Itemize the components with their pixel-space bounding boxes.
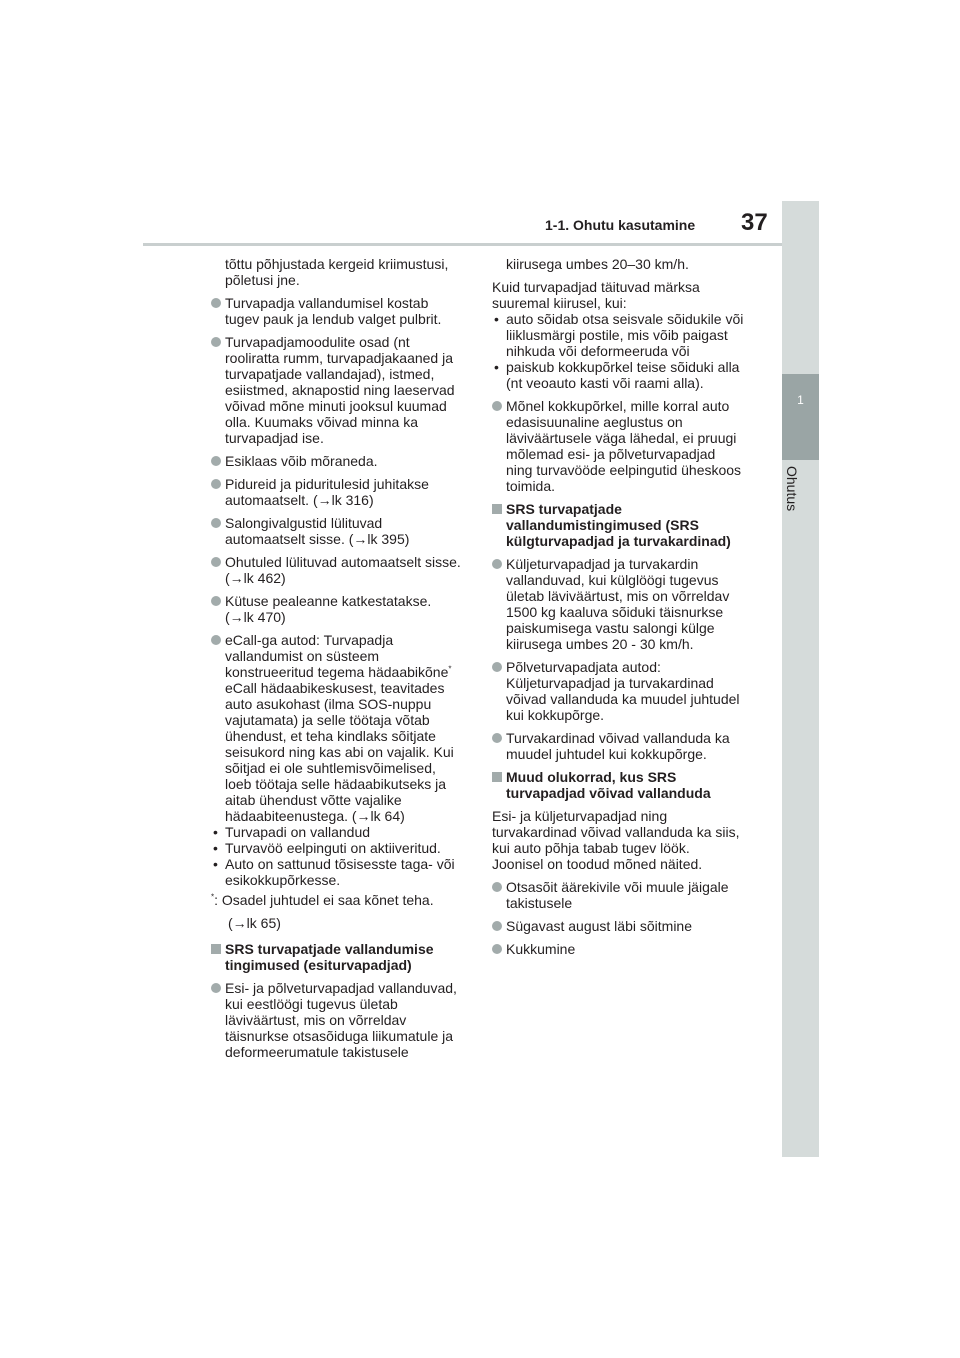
- text-line: esiistmed, aknapostid ning laeservad: [225, 382, 455, 398]
- text-line: liiklusmärgi postile, mis võib paigast: [506, 327, 728, 343]
- text-line: rooliratta rumm, turvapadjakaaned ja: [225, 350, 454, 366]
- intro-paragraph: [492, 279, 760, 311]
- bullet-item: [492, 941, 760, 957]
- footnote-mark: *: [448, 664, 452, 674]
- text-line: automaatselt. (→lk 316): [225, 492, 374, 508]
- footnote-mark: *: [211, 892, 215, 902]
- chapter-tab-marker: [782, 374, 819, 460]
- chapter-name: Ohutus: [784, 466, 800, 512]
- sub-bullet-item: [211, 824, 473, 840]
- heading-line: turvapadjad võivad vallanduda: [506, 785, 711, 801]
- text-line: võivad mõne minuti jooksul kuumad: [225, 398, 447, 414]
- bullet-glyph-icon: •: [494, 311, 499, 327]
- ecall-description: [225, 680, 454, 824]
- text-line: edasisuunaline aeglustus on: [506, 414, 683, 430]
- bullet-dot-icon: [211, 983, 221, 993]
- text-line: sõitjad ei ole suhtlemisvõimelised,: [225, 760, 436, 776]
- text-line: vallandumist on süsteem: [225, 648, 380, 664]
- text-line: mõlemad esi- ja põlveturvapadjad: [506, 446, 716, 462]
- section-heading-side: [492, 501, 760, 549]
- bullet-item: [492, 659, 760, 723]
- bullet-dot-icon: [211, 479, 221, 489]
- text-line: deformeerumatule takistusele: [225, 1044, 409, 1060]
- heading-line: SRS turvapatjade vallandumise: [225, 941, 434, 957]
- text-line: kui eestlöögi tugevus ületab: [225, 996, 398, 1012]
- text-line: 1500 kg kaaluva sõiduki täisnurkse: [506, 604, 724, 620]
- text-line: Kukkumine: [506, 941, 576, 957]
- bullet-dot-icon: [211, 557, 221, 567]
- footnote-ref: (→lk 65): [228, 915, 281, 931]
- text-line: Mõnel kokkupõrkel, mille korral auto: [506, 398, 730, 414]
- bullet-dot-icon: [211, 518, 221, 528]
- heading-line: vallandumistingimused (SRS: [506, 517, 699, 533]
- bullet-glyph-icon: •: [213, 840, 218, 856]
- text-line: toimida.: [506, 478, 556, 494]
- chapter-number: 1: [797, 393, 804, 407]
- square-bullet-icon: [492, 504, 502, 514]
- text-line: kiirusega umbes 20 - 30 km/h.: [506, 636, 694, 652]
- text-line: auto asukohast (ilma SOS-nuppu: [225, 696, 432, 712]
- text-line: vallanduvad, kui külglöögi tugevus: [506, 572, 719, 588]
- text-line: automaatselt sisse. (→lk 395): [225, 531, 410, 547]
- text-line: muudel juhtudel kui kokkupõrge.: [506, 746, 707, 762]
- text-line: hädaabiteenustega. (→lk 64): [225, 808, 405, 824]
- text-line: esikokkupõrkesse.: [225, 872, 341, 888]
- text-line: suuremal kiirusel, kui:: [492, 295, 627, 311]
- text-line: Küljeturvapadjad ja turvakardinad: [506, 675, 714, 691]
- bullet-item: [211, 515, 473, 547]
- bullet-glyph-icon: •: [494, 359, 499, 375]
- sub-bullet-list: [492, 311, 760, 391]
- text-line: loeb töötaja selle hädaabikutseks ja: [225, 776, 447, 792]
- text-line: eCall hädaabikeskusest, teavitades: [225, 680, 445, 696]
- text-line: (→lk 462): [225, 570, 286, 586]
- text-line: turvapatjade vallandajad), istmed,: [225, 366, 435, 382]
- text-line: Otsasõit äärekivile või muule jäigale: [506, 879, 729, 895]
- text-line: ühendust, et teha kindlaks sõitjate: [225, 728, 436, 744]
- bullet-item: [492, 879, 760, 911]
- heading-line: SRS turvapatjade: [506, 501, 622, 517]
- bullet-item: [211, 295, 473, 327]
- bullet-dot-icon: [492, 944, 502, 954]
- text-line: Esi- ja põlveturvapadjad vallanduvad,: [225, 980, 457, 996]
- footnote-text: : Osadel juhtudel ei saa kõnet teha.: [214, 892, 434, 908]
- header-rule: [143, 243, 783, 246]
- bullet-item: [211, 453, 473, 469]
- sub-bullet-item: [211, 840, 473, 856]
- bullet-item-ecall: [211, 632, 473, 824]
- bullet-list-other: [492, 879, 760, 957]
- text-line: Turvakardinad võivad vallanduda ka: [506, 730, 730, 746]
- text-line: Kütuse pealeanne katkestatakse.: [225, 593, 432, 609]
- text-line: olla. Kuumaks võivad minna ka: [225, 414, 418, 430]
- text-line: paiskumisega vastu salongi külge: [506, 620, 715, 636]
- sub-bullet-item: [211, 856, 473, 888]
- footnote: [211, 892, 473, 908]
- bullet-dot-icon: [211, 456, 221, 466]
- text-line: Ohutuled lülituvad automaatselt sisse.: [225, 554, 461, 570]
- square-bullet-icon: [211, 944, 221, 954]
- bullet-dot-icon: [492, 401, 502, 411]
- bullet-item: [211, 980, 473, 1060]
- text-line: Esi- ja küljeturvapadjad ning: [492, 808, 668, 824]
- text-line: Põlveturvapadjata autod:: [506, 659, 661, 675]
- square-bullet-icon: [492, 772, 502, 782]
- section-title: 1-1. Ohutu kasutamine: [545, 217, 696, 233]
- text-line: ning turvavööde eelpingutid üheskoos: [506, 462, 742, 478]
- continuation-paragraph: [211, 256, 473, 288]
- bullet-dot-icon: [492, 882, 502, 892]
- bullet-dot-icon: [492, 921, 502, 931]
- section-heading-other: [492, 769, 760, 801]
- bullet-dot-icon: [211, 337, 221, 347]
- bullet-list-front: [211, 980, 473, 1060]
- text-line: Pidureid ja piduritulesid juhitakse: [225, 476, 429, 492]
- left-column: [211, 256, 473, 1067]
- text-line: täisnurkse otsasõiduga liikumatule ja: [225, 1028, 454, 1044]
- text-line: põletusi jne.: [225, 272, 300, 288]
- bullet-dot-icon: [492, 733, 502, 743]
- page-number: 37: [741, 209, 768, 236]
- text-line: Turvapadja vallandumisel kostab: [225, 295, 429, 311]
- heading-line: Muud olukorrad, kus SRS: [506, 769, 677, 785]
- text-line: läviväärtust, mis on võrreldav: [225, 1012, 407, 1028]
- heading-line: tingimused (esiturvapadjad): [225, 957, 412, 973]
- bullet-item: [211, 334, 473, 446]
- text-line: auto sõidab otsa seisvale sõidukile või: [506, 311, 744, 327]
- bullet-item: [492, 398, 760, 494]
- text-line: turvakardinad võivad vallanduda ka siis,: [492, 824, 740, 840]
- bullet-dot-icon: [211, 298, 221, 308]
- sub-bullet-item: [492, 311, 760, 359]
- consequence-list: [211, 295, 473, 625]
- text-line: võivad vallanduda ka muudel juhtudel: [506, 691, 740, 707]
- text-line: konstrueeritud tegema hädaabikõne: [225, 664, 449, 680]
- text-line: turvapadjad ise.: [225, 430, 324, 446]
- text-line: tugev pauk ja lendub valget pulbrit.: [225, 311, 442, 327]
- text-line: Turvapadjamoodulite osad (nt: [225, 334, 410, 350]
- bullet-item: [492, 556, 760, 652]
- heading-line: külgturvapadjad ja turvakardinad): [506, 533, 731, 549]
- side-tab: [782, 201, 819, 1157]
- text-line: kui auto põhja tabab tugev löök.: [492, 840, 690, 856]
- bullet-item: [211, 593, 473, 625]
- text-line: ületab läviväärtust, mis on võrreldav: [506, 588, 730, 604]
- bullet-dot-icon: [492, 662, 502, 672]
- text-line: kui kokkupõrge.: [506, 707, 605, 723]
- bullet-dot-icon: [492, 559, 502, 569]
- bullet-item: [492, 730, 760, 762]
- sub-bullet-list: [211, 824, 473, 888]
- text-line: Sügavast august läbi sõitmine: [506, 918, 692, 934]
- text-line: (nt veoauto kasti või raami alla).: [506, 375, 704, 391]
- text-line: Kuid turvapadjad täituvad märksa: [492, 279, 700, 295]
- text-line: vajutamata) ja selle töötaja võtab: [225, 712, 430, 728]
- text-line: läviväärtusele väga lähedal, ei pruugi: [506, 430, 737, 446]
- text-line: Turvavöö eelpinguti on aktiiveritud.: [225, 840, 441, 856]
- text-line: Auto on sattunud tõsisesste taga- või: [225, 856, 455, 872]
- text-line: nihkuda või deformeeruda või: [506, 343, 690, 359]
- bullet-glyph-icon: •: [213, 824, 218, 840]
- text-line: paiskub kokkupõrkel teise sõiduki alla: [506, 359, 740, 375]
- text-line: eCall-ga autod: Turvapadja: [225, 632, 394, 648]
- sub-bullet-item: [492, 359, 760, 391]
- right-column: [492, 256, 760, 964]
- bullet-dot-icon: [211, 635, 221, 645]
- text-line: Turvapadi on vallandud: [225, 824, 371, 840]
- bullet-glyph-icon: •: [213, 856, 218, 872]
- text-line: Joonisel on toodud mõned näited.: [492, 856, 703, 872]
- bullet-list-side: [492, 556, 760, 762]
- bullet-item: [211, 554, 473, 586]
- text-line: Küljeturvapadjad ja turvakardin: [506, 556, 699, 572]
- text-line: tõttu põhjustada kergeid kriimustusi,: [225, 256, 449, 272]
- text-line: Esiklaas võib mõraneda.: [225, 453, 378, 469]
- bullet-item: [211, 476, 473, 508]
- bullet-list-a: [492, 398, 760, 494]
- section-heading-front: [211, 941, 473, 973]
- text-line: Salongivalgustid lülituvad: [225, 515, 383, 531]
- text-line: takistusele: [506, 895, 573, 911]
- other-paragraph: [492, 808, 760, 872]
- text-line: (→lk 470): [225, 609, 286, 625]
- text-line: aitab ühendust võtte vajalike: [225, 792, 402, 808]
- bullet-dot-icon: [211, 596, 221, 606]
- text-line: seisukord ning kas abi on vajalik. Kui: [225, 744, 454, 760]
- continuation-paragraph: kiirusega umbes 20–30 km/h.: [506, 256, 689, 272]
- bullet-item: [492, 918, 760, 934]
